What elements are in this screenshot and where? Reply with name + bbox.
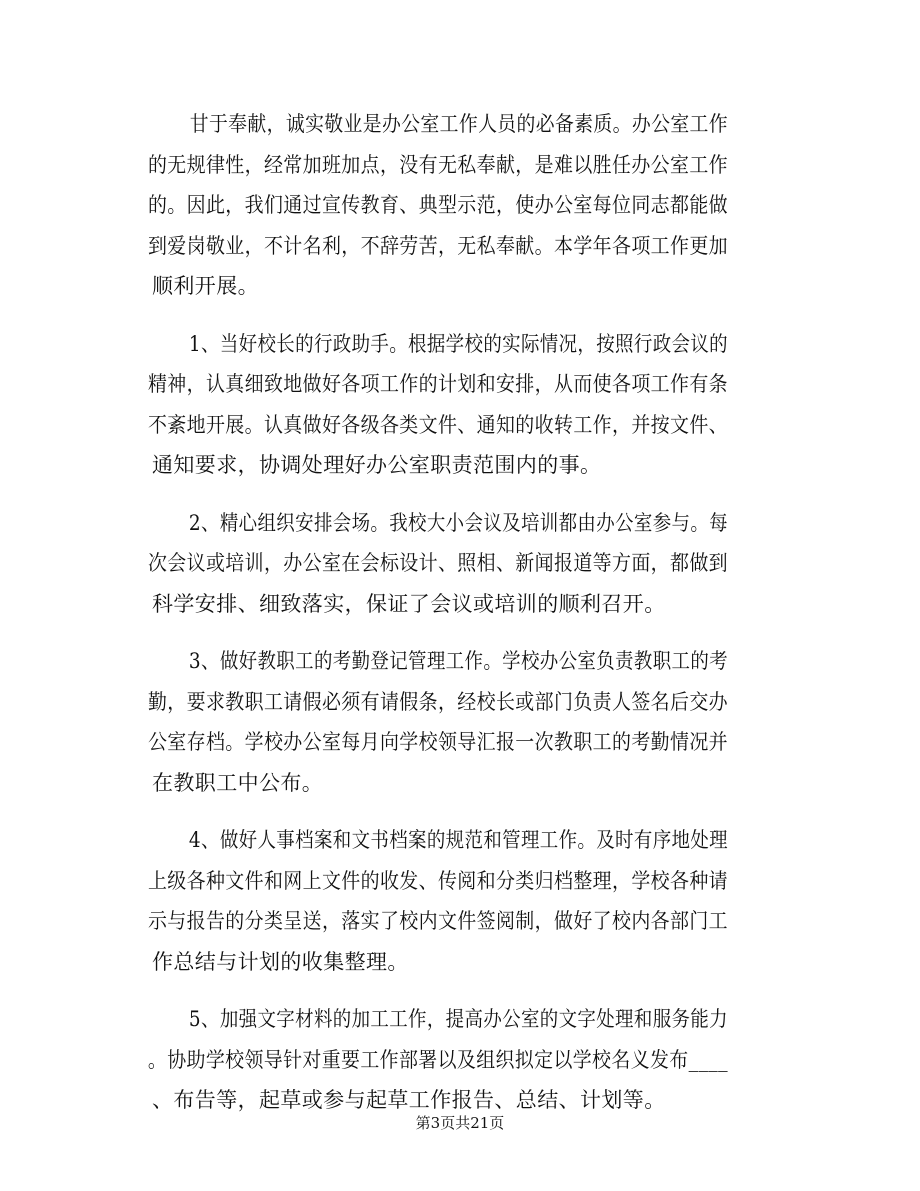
paragraph [147,999,770,1121]
page-number-footer: 第3页共21页 [415,1114,505,1132]
paragraph [147,641,770,803]
paragraph-line: 到爱岗敬业，不计名利，不辞劳苦，无私奉献。本学年各项工作更加 [147,233,728,258]
paragraph-line: 5、加强文字材料的加工工作，提高办公室的文字处理和服务能力 [188,1007,728,1031]
paragraph-line: 甘于奉献，诚实敬业是办公室工作人员的必备素质。办公室工作 [189,112,728,136]
paragraph-line: 在教职工中公布。 [152,770,324,795]
paragraph [147,820,770,982]
paragraph-line: 作总结与计划的收集整理。 [152,949,409,974]
paragraph-line: 3、做好教职工的考勤登记管理工作。学校办公室负责教职工的考 [188,649,728,673]
paragraph-line: 勤，要求教职工请假必须有请假条，经校长或部门负责人签名后交办 [147,689,728,714]
paragraph-line: 示与报告的分类呈送，落实了校内文件签阅制，做好了校内各部门工 [147,909,728,933]
paragraph-line: 1、当好校长的行政助手。根据学校的实际情况，按照行政会议的 [188,331,728,356]
paragraph-line: 顺利开展。 [152,274,259,298]
paragraph-line: 上级各种文件和网上文件的收发、传阅和分类归档整理，学校各种请 [147,868,728,893]
paragraph-line: 公室存档。学校办公室每月向学校领导汇报一次教职工的考勤情况并 [147,730,728,754]
document-body [147,104,770,1138]
paragraph-line: 精神，认真细致地做好各项工作的计划和安排，从而使各项工作有条 [147,372,728,396]
paragraph-line: 4、做好人事档案和文书档案的规范和管理工作。及时有序地处理 [188,828,728,852]
paragraph-line: 科学安排、细致落实，保证了会议或培训的顺利召开。 [152,591,666,616]
paragraph [147,503,770,625]
paragraph-line: 、布告等，起草或参与起草工作报告、总结、计划等。 [152,1088,666,1112]
paragraph [147,104,770,307]
paragraph-line: 。协助学校领导针对重要工作部署以及组织拟定以学校名义发布____ [147,1047,728,1072]
paragraph-line: 2、精心组织安排会场。我校大小会议及培训都由办公室参与。每 [188,510,728,535]
paragraph-line: 通知要求，协调处理好办公室职责范围内的事。 [152,453,602,477]
paragraph-line: 次会议或培训，办公室在会标设计、照相、新闻报道等方面，都做到 [147,551,728,575]
paragraph-line: 的。因此，我们通过宣传教育、典型示范，使办公室每位同志都能做 [147,193,728,217]
paragraph [147,324,770,486]
paragraph-line: 不紊地开展。认真做好各级各类文件、通知的收转工作，并按文件、 [147,412,728,437]
paragraph-line: 的无规律性，经常加班加点，没有无私奉献，是难以胜任办公室工作 [147,152,728,177]
